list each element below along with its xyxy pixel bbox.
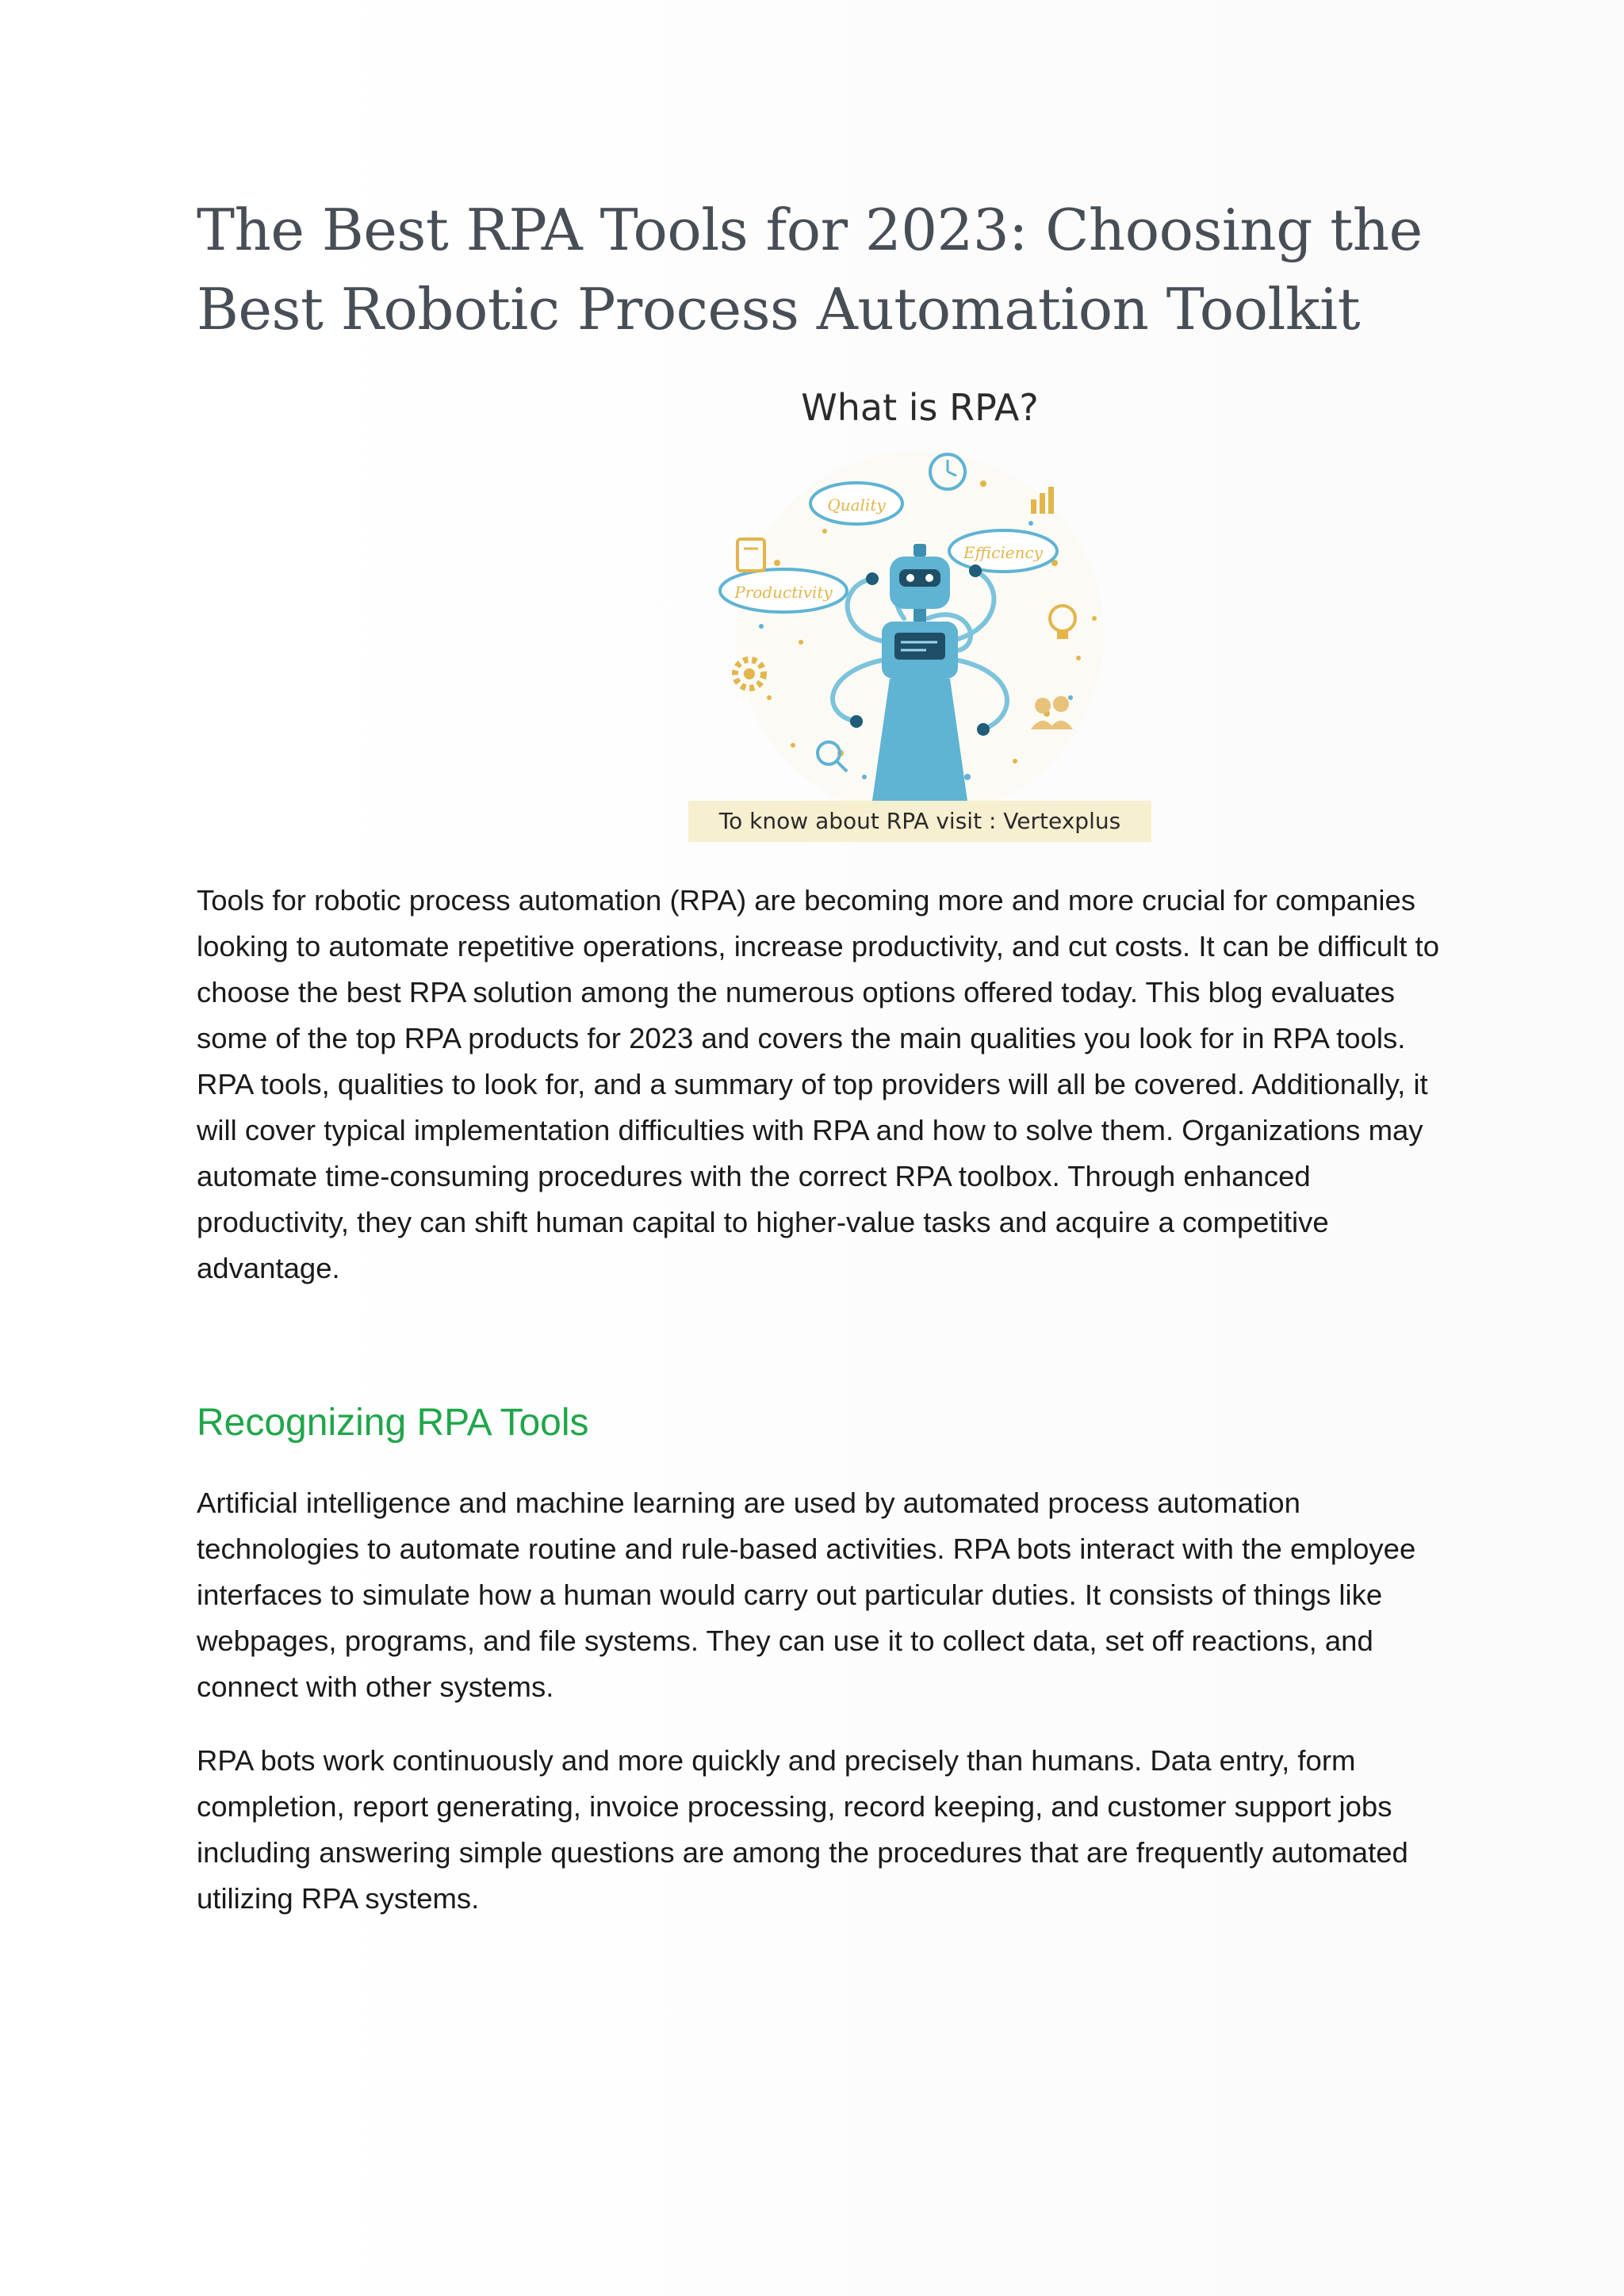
rpa-illustration [682,381,1158,847]
efficiency-label: Efficiency [963,543,1043,562]
productivity-label: Productivity [734,583,833,602]
figure-caption: To know about RPA visit : Vertexplus [688,801,1151,842]
efficiency-bubble [949,530,1057,572]
robot-body [872,622,967,801]
intro-paragraph: Tools for robotic process automation (RPA) are becoming more and more crucial for companies looking to automate repetitive operations, increase productivity, and cut costs. It can be difficult to choose the best RPA solution among the numerous options offered today. This blog evaluates some of the top RPA products for 2023 and covers the main qualities you look for in RPA tools. RPA tools, qualities to look for, and a summary of top providers will all be covered. Additionally, it will cover typical implementation difficulties with RPA and how to solve them. Organizations may automate time-consuming procedures with the correct RPA toolbox. Through enhanced productivity, they can shift human capital to higher-value tasks and acquire a competitive advantage. [197,884,1439,1284]
section-paragraph: Artificial intelligence and machine learning are used by automated process automation technologies to automate routine and rule-based activities. RPA bots interact with the employee interfaces to simulate how a human would carry out particular duties. It consists of things like webpages, programs, and file systems. They can use it to collect data, set off reactions, and connect with other systems. [197,1487,1416,1703]
section-heading: Recognizing RPA Tools [197,1402,589,1444]
figure-heading: What is RPA? [801,386,1039,429]
quality-label: Quality [827,496,886,515]
section-paragraph: RPA bots work continuously and more quickly and precisely than humans. Data entry, form completion, report generating, invoice processing, record keeping, and customer support jobs including answering simple questions are among the procedures that are frequently automated utilizing RPA systems. [197,1744,1408,1915]
productivity-bubble [720,569,847,612]
article-title: The Best RPA Tools for 2023: Choosing the Best Robotic Process Automation Toolkit [197,197,1423,342]
quality-bubble [810,483,902,524]
robot-neck [914,609,926,622]
rpa-robot-illustration [682,381,1158,809]
